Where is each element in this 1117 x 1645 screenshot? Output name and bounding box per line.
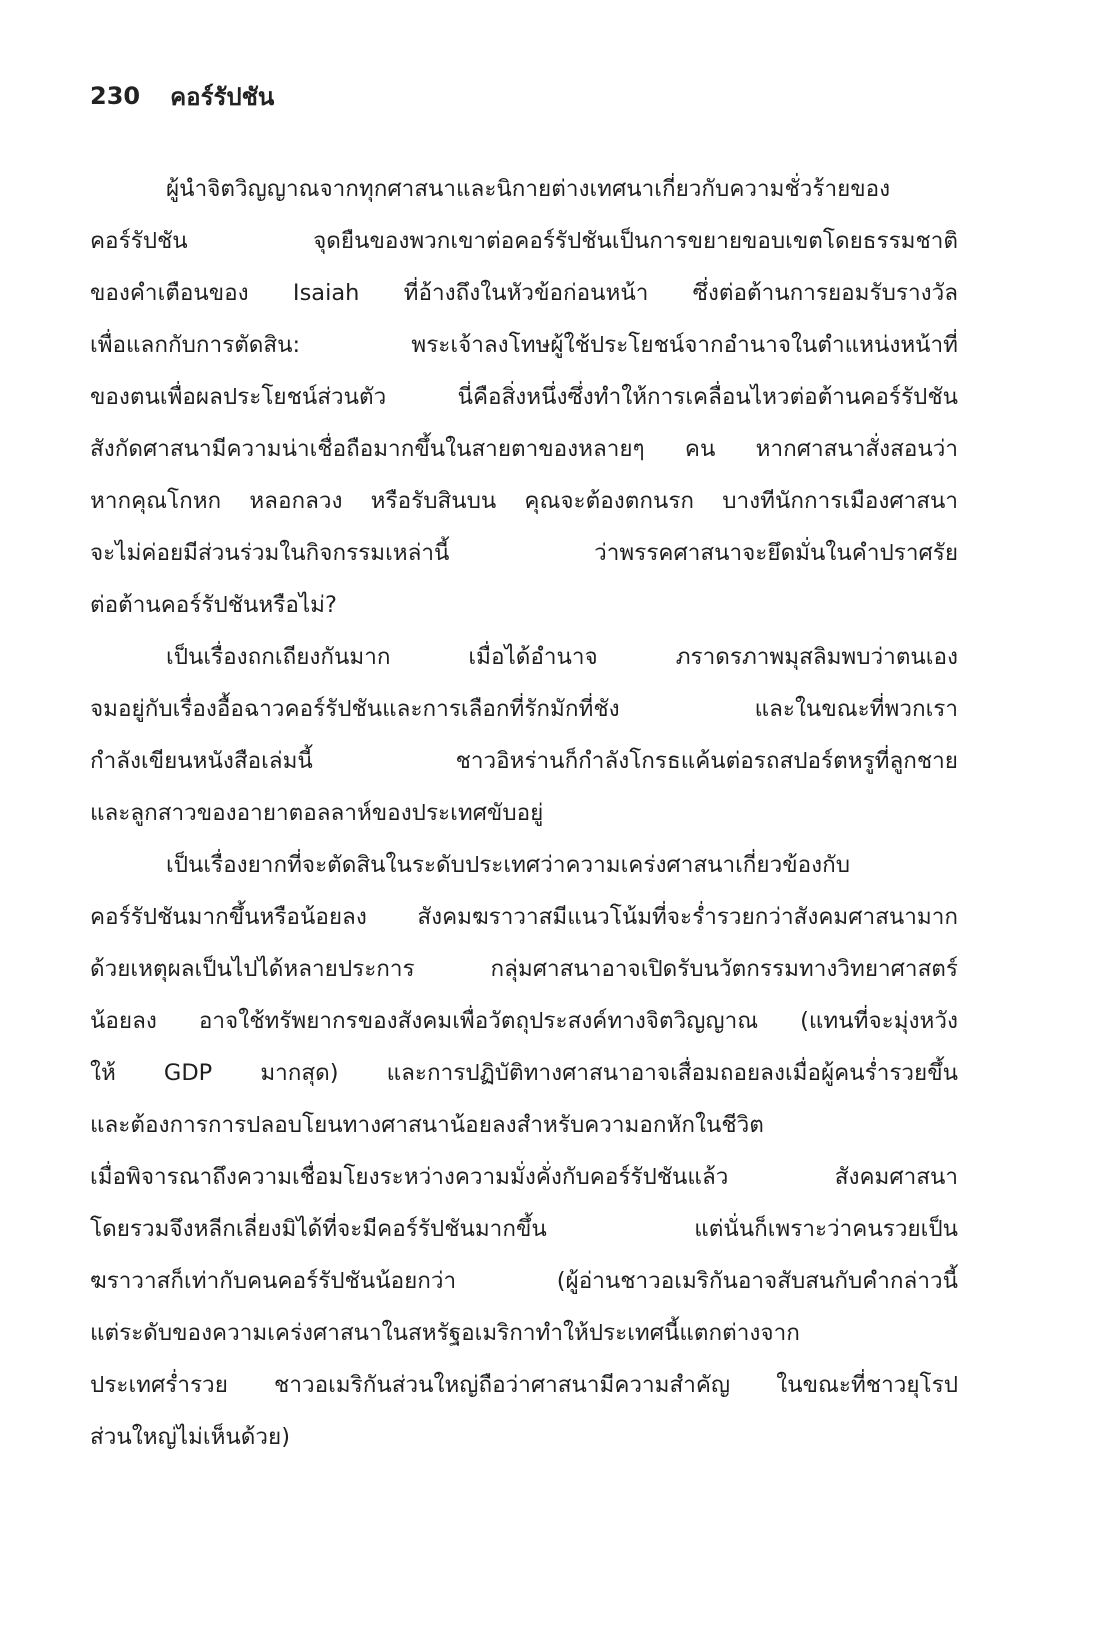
page-number: 230	[90, 82, 141, 110]
body-text	[90, 163, 958, 1463]
paragraph-1-line: เพื่อแลกกับการตัดสิน: พระเจ้าลงโทษผู้ใช้ประโยชน์จากอำนาจในตำแหน่งหน้าที่	[90, 332, 958, 358]
paragraph-3-line: ส่วนใหญ่ไม่เห็นด้วย)	[90, 1424, 290, 1450]
paragraph-1-line: สังกัดศาสนามีความน่าเชื่อถือมากขึ้นในสายตาของหลายๆ คน หากศาสนาสั่งสอนว่า	[90, 436, 958, 462]
paragraph-3-line: ฆราวาสก็เท่ากับคนคอร์รัปชันน้อยกว่า (ผู้อ่านชาวอเมริกันอาจสับสนกับคำกล่าวนี้	[90, 1268, 958, 1294]
running-head	[90, 76, 274, 116]
paragraph-3-line: และต้องการการปลอบโยนทางศาสนาน้อยลงสำหรับความอกหักในชีวิต	[90, 1112, 764, 1138]
paragraph-3-line: ประเทศร่ำรวย ชาวอเมริกันส่วนใหญ่ถือว่าศาสนามีความสำคัญ ในขณะที่ชาวยุโรป	[90, 1372, 958, 1398]
paragraph-1-line: คอร์รัปชัน จุดยืนของพวกเขาต่อคอร์รัปชันเป็นการขยายขอบเขตโดยธรรมชาติ	[90, 228, 958, 254]
paragraph-2-line: และลูกสาวของอายาตอลลาห์ของประเทศขับอยู่	[90, 800, 544, 826]
paragraph-3-line: ด้วยเหตุผลเป็นไปได้หลายประการ กลุ่มศาสนาอาจเปิดรับนวัตกรรมทางวิทยาศาสตร์	[90, 956, 958, 982]
paragraph-1-line: ต่อต้านคอร์รัปชันหรือไม่?	[90, 592, 337, 618]
paragraph-2-line: เป็นเรื่องถกเถียงกันมาก เมื่อได้อำนาจ ภราดรภาพมุสลิมพบว่าตนเอง	[166, 644, 958, 670]
paragraph-3-line: คอร์รัปชันมากขึ้นหรือน้อยลง สังคมฆราวาสมีแนวโน้มที่จะร่ำรวยกว่าสังคมศาสนามาก	[90, 904, 958, 930]
paragraph-1-line: ของคำเตือนของ Isaiah ที่อ้างถึงในหัวข้อก่อนหน้า ซึ่งต่อต้านการยอมรับรางวัล	[90, 280, 958, 306]
paragraph-2-line: กำลังเขียนหนังสือเล่มนี้ ชาวอิหร่านก็กำลังโกรธแค้นต่อรถสปอร์ตหรูที่ลูกชาย	[90, 748, 958, 774]
paragraph-3-line: ให้ GDP มากสุด) และการปฏิบัติทางศาสนาอาจเสื่อมถอยลงเมื่อผู้คนร่ำรวยขึ้น	[90, 1060, 958, 1086]
book-title: คอร์รัปชัน	[170, 82, 275, 111]
paragraph-1-line: ผู้นำจิตวิญญาณจากทุกศาสนาและนิกายต่างเทศนาเกี่ยวกับความชั่วร้ายของ	[166, 176, 891, 202]
paragraph-3-line: เมื่อพิจารณาถึงความเชื่อมโยงระหว่างความมั่งคั่งกับคอร์รัปชันแล้ว สังคมศาสนา	[90, 1164, 958, 1190]
paragraph-3-line: แต่ระดับของความเคร่งศาสนาในสหรัฐอเมริกาทำให้ประเทศนี้แตกต่างจาก	[90, 1320, 800, 1346]
paragraph-1-line: จะไม่ค่อยมีส่วนร่วมในกิจกรรมเหล่านี้ ว่าพรรคศาสนาจะยึดมั่นในคำปราศรัย	[90, 540, 958, 566]
paragraph-3-line: น้อยลง อาจใช้ทรัพยากรของสังคมเพื่อวัตถุประสงค์ทางจิตวิญญาณ (แทนที่จะมุ่งหวัง	[90, 1008, 958, 1034]
paragraph-1-line: หากคุณโกหก หลอกลวง หรือรับสินบน คุณจะต้องตกนรก บางทีนักการเมืองศาสนา	[90, 488, 958, 514]
paragraph-3-line: เป็นเรื่องยากที่จะตัดสินในระดับประเทศว่าความเคร่งศาสนาเกี่ยวข้องกับ	[166, 852, 851, 878]
paragraph-2-line: จมอยู่กับเรื่องอื้อฉาวคอร์รัปชันและการเลือกที่รักมักที่ชัง และในขณะที่พวกเรา	[90, 696, 958, 722]
paragraph-1-line: ของตนเพื่อผลประโยชน์ส่วนตัว นี่คือสิ่งหนึ่งซึ่งทำให้การเคลื่อนไหวต่อต้านคอร์รัปชัน	[90, 384, 958, 410]
paragraph-3-line: โดยรวมจึงหลีกเลี่ยงมิได้ที่จะมีคอร์รัปชันมากขึ้น แต่นั่นก็เพราะว่าคนรวยเป็น	[90, 1216, 958, 1242]
